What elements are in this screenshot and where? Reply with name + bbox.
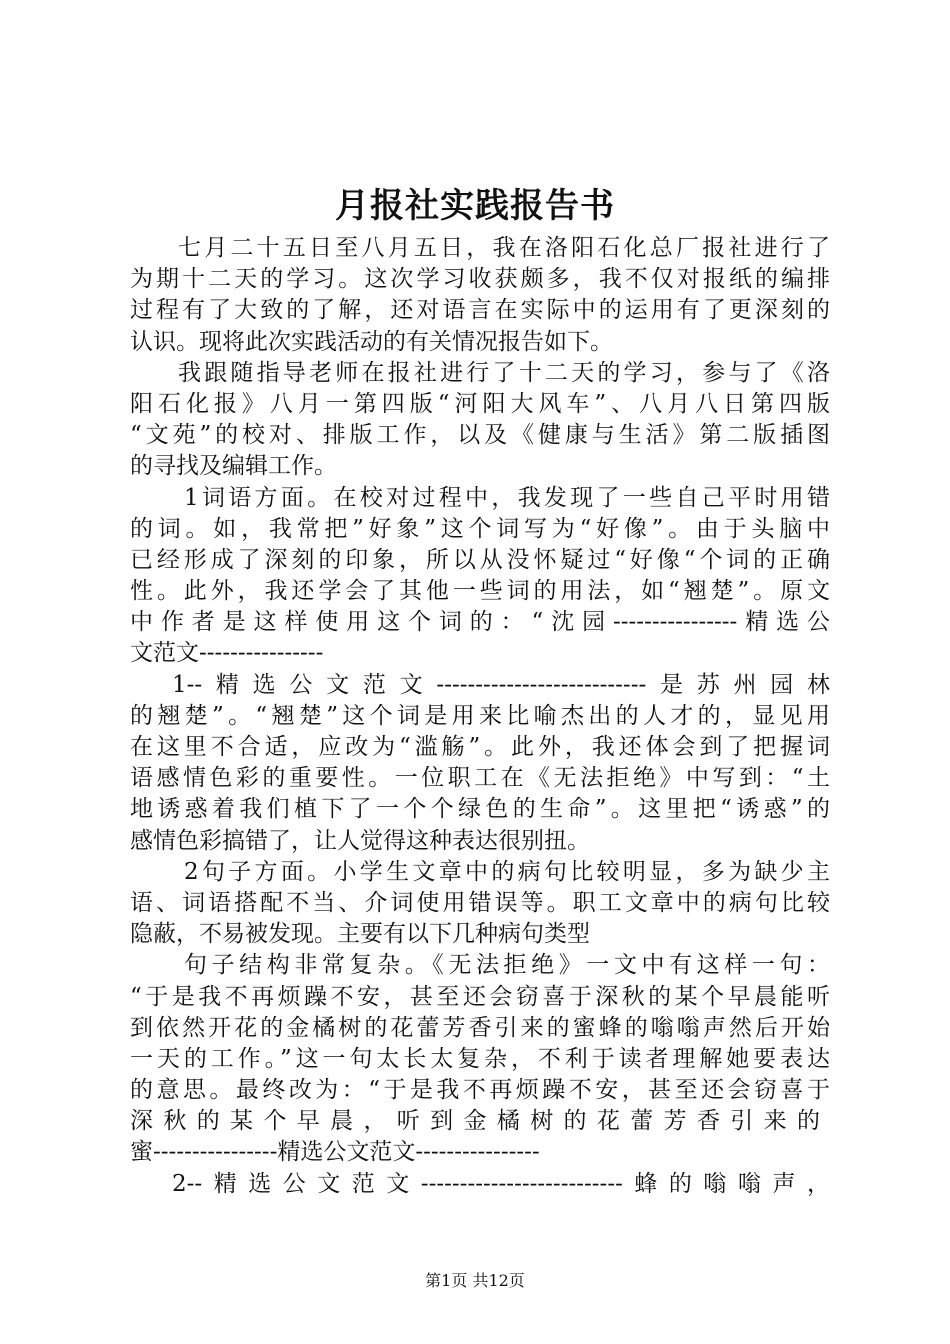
body-line: 我跟随指导老师在报社进行了十二天的学习，参与了《洛 bbox=[178, 359, 830, 386]
body-line: 已经形成了深刻的印象，所以从没怀疑过“好像“个词的正确 bbox=[130, 546, 830, 573]
body-line: 语、词语搭配不当、介词使用错误等。职工文章中的病句比较 bbox=[130, 889, 830, 916]
body-line: “文苑”的校对、排版工作，以及《健康与生活》第二版插图 bbox=[130, 422, 830, 449]
body-line: 阳石化报》八月一第四版“河阳大风车”、八月八日第四版 bbox=[130, 390, 830, 417]
body-line: 地诱惑着我们植下了一个个绿色的生命”。这里把“诱惑”的 bbox=[130, 796, 830, 823]
body-line: 认识。现将此次实践活动的有关情况报告如下。 bbox=[130, 328, 613, 355]
page-footer: 第1页 共12页 bbox=[425, 1271, 525, 1290]
body-line: 语感情色彩的重要性。一位职工在《无法拒绝》中写到：“土 bbox=[130, 765, 830, 792]
body-line: 性。此外，我还学会了其他一些词的用法，如“翘楚”。原文 bbox=[130, 578, 830, 605]
body-line: 感情色彩搞错了，让人觉得这种表达很别扭。 bbox=[130, 827, 590, 854]
document-title: 月报社实践报告书 bbox=[335, 186, 615, 226]
body-line: 句子结构非常复杂。《无法拒绝》一文中有这样一句： bbox=[184, 952, 830, 979]
body-line: 在这里不合适，应改为“滥觞”。此外，我还体会到了把握词 bbox=[130, 734, 830, 760]
body-line: 七月二十五日至八月五日，我在洛阳石化总厂报社进行了 bbox=[178, 235, 830, 261]
body-line: 为期十二天的学习。这次学习收获颇多，我不仅对报纸的编排 bbox=[130, 266, 830, 293]
body-line: 蜜----------------精选公文范文---------------- bbox=[130, 1139, 540, 1166]
body-line: 深秋的某个早晨，听到金橘树的花蕾芳香引来的 bbox=[130, 1108, 830, 1135]
body-line: 1--精选公文范文---------------------------是苏州园林 bbox=[172, 671, 830, 698]
body-line: 1词语方面。在校对过程中，我发现了一些自己平时用错 bbox=[184, 484, 830, 511]
body-line: 文范文---------------- bbox=[130, 640, 324, 667]
body-line: 2--精选公文范文--------------------------蜂的嗡嗡声， bbox=[172, 1170, 830, 1197]
document-body bbox=[130, 233, 830, 1200]
body-line: 过程有了大致的了解，还对语言在实际中的运用有了更深刻的 bbox=[130, 297, 830, 324]
body-line: 的意思。最终改为：“于是我不再烦躁不安，甚至还会窃喜于 bbox=[130, 1077, 830, 1104]
body-line: 到依然开花的金橘树的花蕾芳香引来的蜜蜂的嗡嗡声然后开始 bbox=[130, 1014, 830, 1041]
body-line: 的翘楚”。“翘楚”这个词是用来比喻杰出的人才的，显见用 bbox=[130, 702, 830, 729]
body-line: 一天的工作。”这一句太长太复杂，不利于读者理解她要表达 bbox=[130, 1045, 830, 1072]
body-line: 中作者是这样使用这个词的：“沈园----------------精选公 bbox=[130, 609, 830, 636]
body-line: “于是我不再烦躁不安，甚至还会窃喜于深秋的某个早晨能听 bbox=[130, 983, 830, 1010]
body-line: 的寻找及编辑工作。 bbox=[130, 453, 337, 480]
body-line: 隐蔽，不易被发现。主要有以下几种病句类型 bbox=[130, 921, 590, 948]
body-line: 的词。如，我常把”好象”这个词写为“好像”。由于头脑中 bbox=[130, 515, 830, 542]
body-line: 2句子方面。小学生文章中的病句比较明显，多为缺少主 bbox=[184, 858, 830, 885]
